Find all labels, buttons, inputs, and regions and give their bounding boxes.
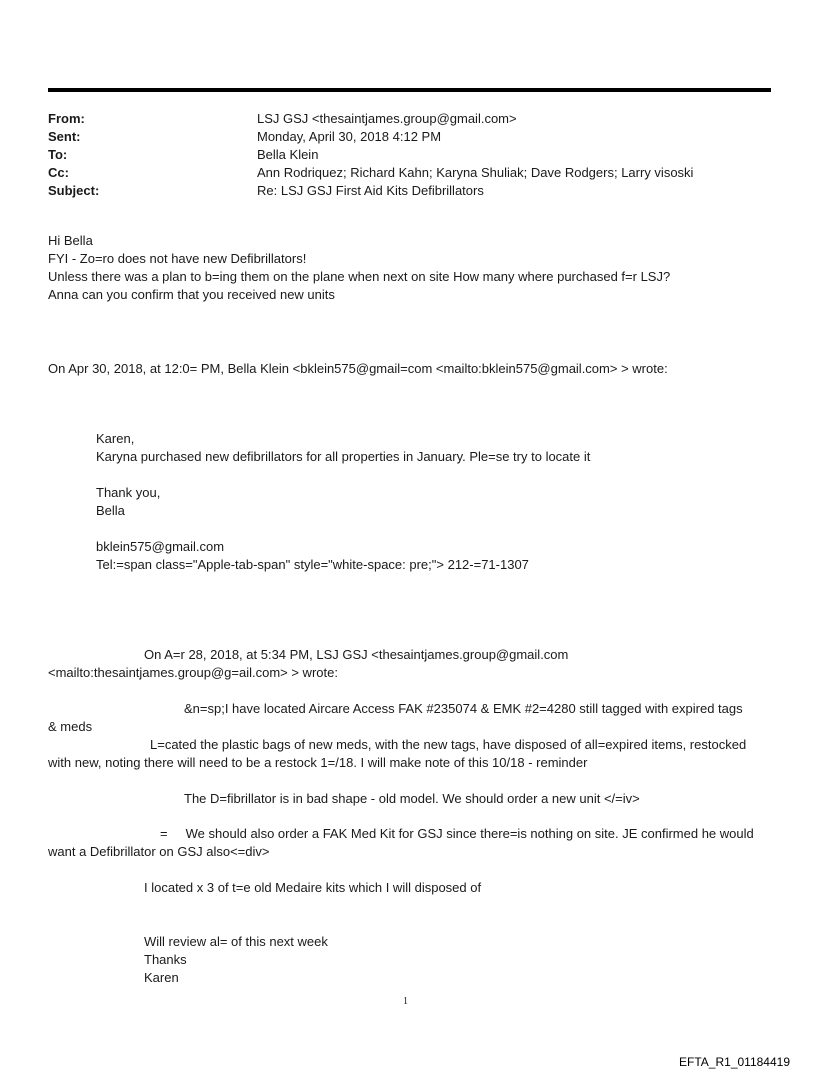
quoted-email: bklein575@gmail.com [96,539,225,554]
cc-label: Cc: [48,165,69,180]
sent-label: Sent: [48,129,81,144]
page-number: 1 [403,996,408,1007]
quoted-line: & meds [48,719,93,734]
from-label: From: [48,111,85,126]
quoted-line: with new, noting there will need to be a restock 1=/18. I will make note of this 10/18 - reminder [48,755,588,770]
body-line: Unless there was a plan to b=ing them on the plane when next on site How many where purchased f=r LSJ? [48,269,671,284]
body-line: Hi Bella [48,233,93,248]
sent-value: Monday, April 30, 2018 4:12 PM [257,129,442,144]
quoted-line: Bella [96,503,125,518]
quote-header: On Apr 30, 2018, at 12:0= PM, Bella Klein <bklein575@gmail=com <mailto:bklein575@gmail.com> > wrote: [48,361,668,376]
document-id: EFTA_R1_01184419 [679,1055,790,1069]
quoted-line: Thanks [144,952,187,967]
quoted-line: Will review al= of this next week [144,934,328,949]
quoted-line: Thank you, [96,485,161,500]
quote-header-cont: <mailto:thesaintjames.group@g=ail.com> > wrote: [48,665,338,680]
quoted-phone: Tel:=span class="Apple-tab-span" style="white-space: pre;"> 212-=71-1307 [96,557,529,572]
email-header [48,110,771,200]
quoted-line: Karen, [96,431,135,446]
subject-value: Re: LSJ GSJ First Aid Kits Defibrillators [257,183,484,198]
to-value: Bella Klein [257,147,319,162]
subject-label: Subject: [48,183,100,198]
quoted-line: = We should also order a FAK Med Kit for GSJ since there=is nothing on site. JE confirmed he would [160,826,754,841]
body-line: Anna can you confirm that you received new units [48,287,335,302]
header-rule [48,88,771,92]
body-line: FYI - Zo=ro does not have new Defibrillators! [48,251,307,266]
quoted-line: want a Defibrillator on GSJ also<=div> [48,844,270,859]
quoted-signature: Karen [144,970,179,985]
quoted-line: &n=sp;I have located Aircare Access FAK #235074 & EMK #2=4280 still tagged with expired tags [184,701,743,716]
quoted-line: The D=fibrillator is in bad shape - old model. We should order a new unit </=iv> [184,791,640,806]
from-value: LSJ GSJ <thesaintjames.group@gmail.com> [257,111,517,126]
to-label: To: [48,147,68,162]
quoted-line: L=cated the plastic bags of new meds, with the new tags, have disposed of all=expired items, restocked [150,737,747,752]
cc-value: Ann Rodriquez; Richard Kahn; Karyna Shuliak; Dave Rodgers; Larry visoski [257,165,694,180]
quote-header: On A=r 28, 2018, at 5:34 PM, LSJ GSJ <thesaintjames.group@gmail.com [144,647,569,662]
quoted-line: Karyna purchased new defibrillators for all properties in January. Ple=se try to locate it [96,449,591,464]
quoted-line: I located x 3 of t=e old Medaire kits which I will disposed of [144,880,482,895]
